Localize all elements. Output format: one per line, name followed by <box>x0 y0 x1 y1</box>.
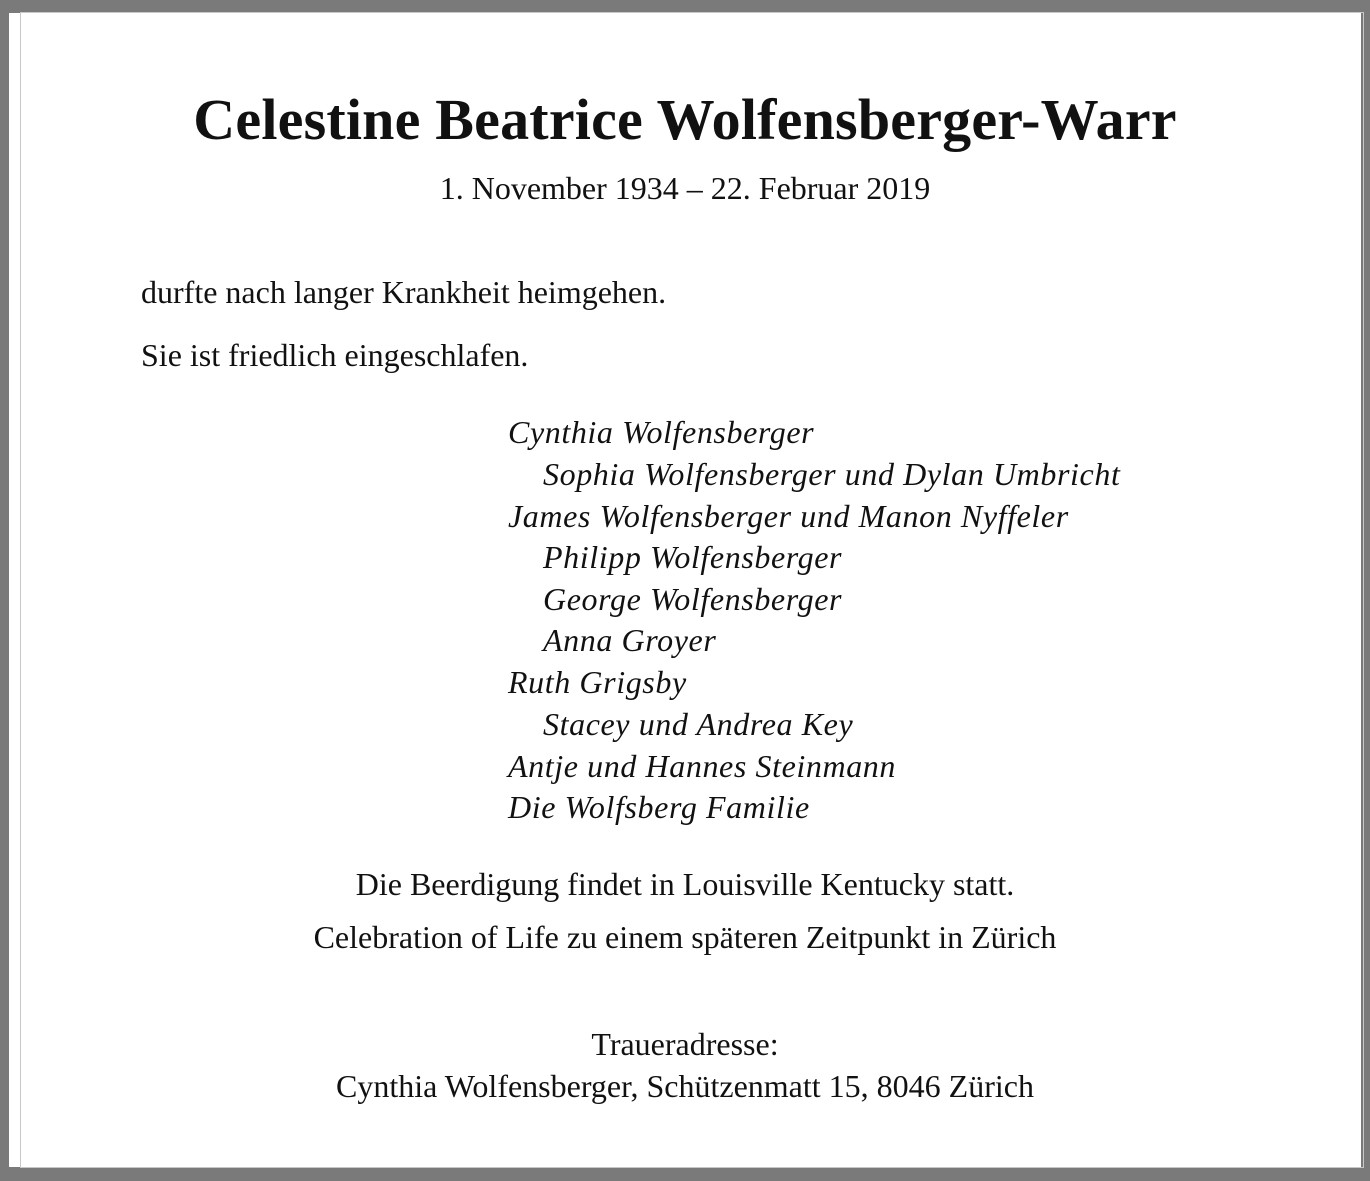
mourner-name: Sophia Wolfensberger und Dylan Umbricht <box>543 456 1121 492</box>
mourner-name: James Wolfensberger und Manon Nyffeler <box>508 498 1069 534</box>
funeral-info: Die Beerdigung findet in Louisville Kentucky statt. <box>355 866 1015 902</box>
mourning-address: Cynthia Wolfensberger, Schützenmatt 15, 8046 Zürich <box>336 1068 1034 1104</box>
notice-line-2: Sie ist friedlich eingeschlafen. <box>141 337 529 373</box>
celebration-info: Celebration of Life zu einem späteren Zeitpunkt in Zürich <box>313 919 1057 955</box>
mourner-name: Anna Groyer <box>543 622 717 658</box>
mourner-name: Ruth Grigsby <box>508 664 687 700</box>
deceased-name: Celestine Beatrice Wolfensberger-Warr <box>193 87 1177 152</box>
mourner-name: Antje und Hannes Steinmann <box>508 748 896 784</box>
mourner-name: Cynthia Wolfensberger <box>508 414 815 450</box>
address-label: Traueradresse: <box>591 1026 779 1062</box>
mourner-name: Philipp Wolfensberger <box>543 539 843 575</box>
notice-line-1: durfte nach langer Krankheit heimgehen. <box>141 274 667 310</box>
mourner-name: Stacey und Andrea Key <box>543 706 854 742</box>
mourner-name: George Wolfensberger <box>543 581 843 617</box>
mourner-name: Die Wolfsberg Familie <box>508 789 810 825</box>
life-dates: 1. November 1934 – 22. Februar 2019 <box>439 170 931 206</box>
